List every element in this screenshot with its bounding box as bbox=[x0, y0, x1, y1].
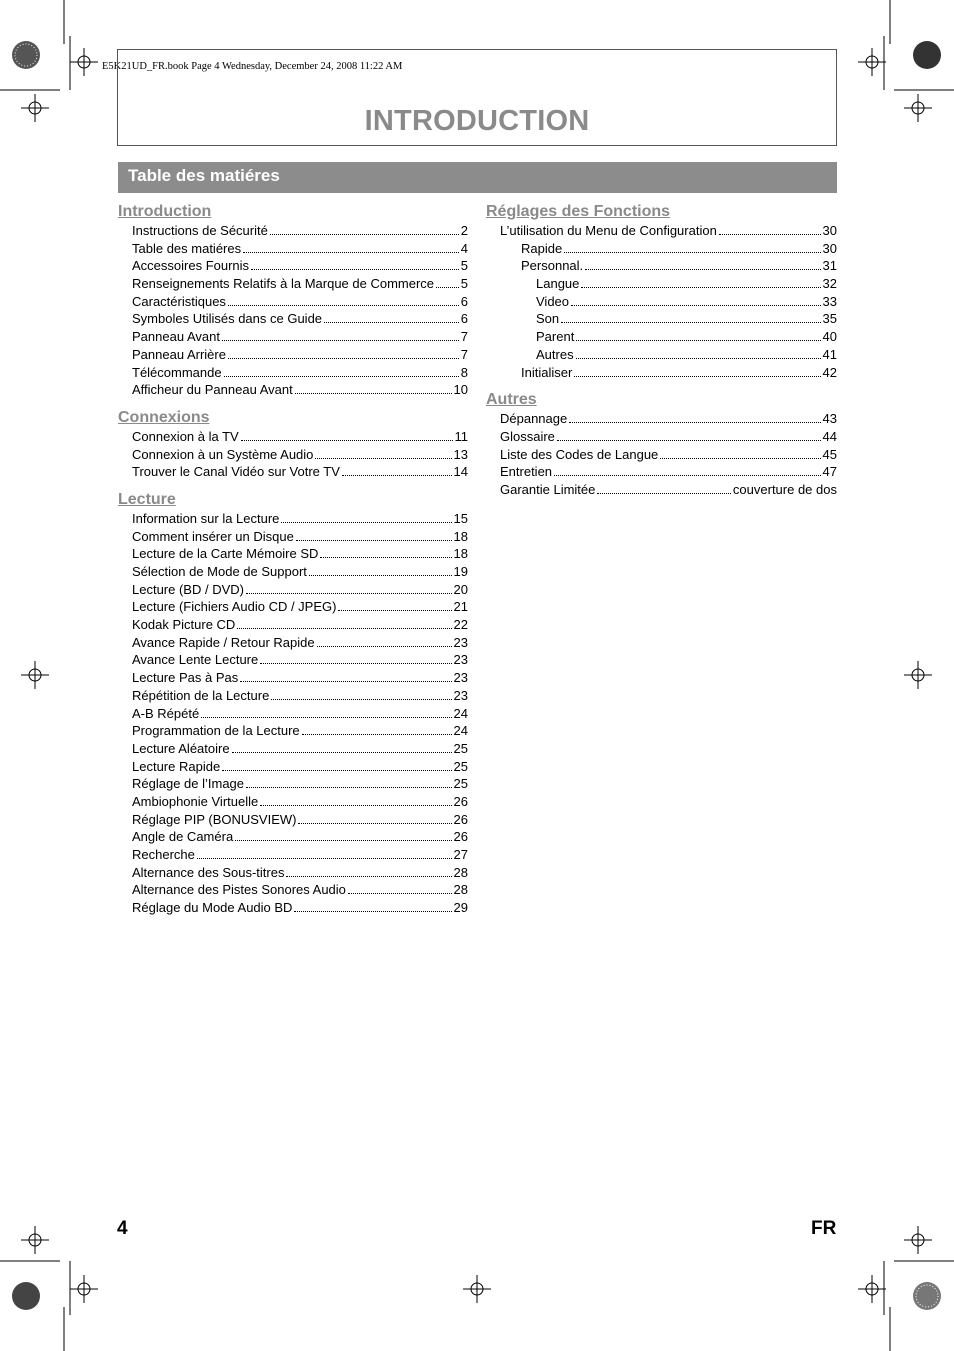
toc-entry[interactable]: L’utilisation du Menu de Configuration 30 bbox=[500, 223, 837, 238]
toc-entry[interactable]: Liste des Codes de Langue 45 bbox=[500, 446, 837, 462]
toc-entry[interactable]: Initialiser 42 bbox=[521, 364, 837, 380]
toc-entry[interactable]: Programmation de la Lecture 24 bbox=[132, 723, 468, 739]
toc-entry[interactable]: Video 33 bbox=[536, 293, 837, 309]
toc-group-introduction bbox=[118, 201, 468, 399]
toc-entry[interactable]: Afficheur du Panneau Avant 10 bbox=[132, 382, 468, 398]
toc-entry[interactable]: Réglage de l’Image 25 bbox=[132, 776, 468, 792]
toc-entry[interactable]: Angle de Caméra 26 bbox=[132, 829, 468, 845]
title-frame bbox=[117, 49, 837, 146]
section-title: Table des matiéres bbox=[128, 166, 280, 185]
toc-entry[interactable]: Ambiophonie Virtuelle 26 bbox=[132, 793, 468, 809]
toc-entry[interactable]: Langue 32 bbox=[536, 276, 837, 292]
toc-entry[interactable]: Rapide 30 bbox=[521, 240, 837, 256]
toc-group-heading[interactable]: Introduction bbox=[118, 203, 212, 220]
toc-entry[interactable]: Renseignements Relatifs à la Marque de Commerce 5 bbox=[132, 276, 468, 292]
toc-left-column bbox=[118, 201, 468, 925]
toc-entry[interactable]: Lecture de la Carte Mémoire SD 18 bbox=[132, 546, 468, 562]
toc-group-heading[interactable]: Autres bbox=[486, 391, 537, 409]
toc-entry[interactable]: Sélection de Mode de Support 19 bbox=[132, 564, 468, 579]
toc-group-lecture bbox=[118, 489, 468, 917]
toc-entry[interactable]: Lecture (BD / DVD) 20 bbox=[132, 581, 468, 597]
toc-entry[interactable]: Télécommande 8 bbox=[132, 364, 468, 380]
language-tag: FR bbox=[811, 1218, 837, 1239]
toc-entry[interactable]: Connexion à la TV 11 bbox=[132, 428, 468, 444]
toc-entry[interactable]: Répétition de la Lecture 23 bbox=[132, 687, 468, 703]
toc-entry[interactable]: Connexion à un Système Audio 13 bbox=[132, 446, 468, 462]
toc-entry[interactable]: Avance Rapide / Retour Rapide 23 bbox=[132, 634, 468, 650]
toc-entry[interactable]: Parent 40 bbox=[536, 329, 837, 345]
toc-group-heading[interactable]: Réglages des Fonctions bbox=[486, 203, 671, 220]
toc-entry[interactable]: Table des matiéres 4 bbox=[132, 240, 468, 256]
toc-entry[interactable]: Glossaire 44 bbox=[500, 428, 837, 444]
toc-entry[interactable]: Caractéristiques 6 bbox=[132, 293, 468, 309]
toc-entry[interactable]: Accessoires Fournis 5 bbox=[132, 258, 468, 274]
toc-entry[interactable]: Personnal. 31 bbox=[521, 258, 837, 274]
toc-entry[interactable]: Recherche 27 bbox=[132, 847, 468, 862]
toc-entry[interactable]: Réglage PIP (BONUSVIEW) 26 bbox=[132, 811, 468, 827]
toc-entry[interactable]: Lecture (Fichiers Audio CD / JPEG) 21 bbox=[132, 599, 468, 615]
toc-entry[interactable]: Autres 41 bbox=[536, 346, 837, 362]
toc-entry[interactable]: Panneau Arrière 7 bbox=[132, 346, 468, 362]
toc-entry[interactable]: Comment insérer un Disque 18 bbox=[132, 528, 468, 544]
toc-group-heading[interactable]: Connexions bbox=[118, 408, 210, 426]
toc-entry[interactable]: Son 35 bbox=[536, 311, 837, 327]
toc-entry[interactable]: Alternance des Pistes Sonores Audio 28 bbox=[132, 882, 468, 898]
toc-entry[interactable]: Lecture Rapide 25 bbox=[132, 758, 468, 774]
toc-entry[interactable]: Alternance des Sous-titres 28 bbox=[132, 864, 468, 880]
toc-group-autres bbox=[486, 389, 837, 498]
toc-entry[interactable]: Garantie Limitée couverture de dos bbox=[500, 481, 837, 497]
toc-right-column bbox=[486, 201, 837, 507]
toc-entry[interactable]: Lecture Pas à Pas 23 bbox=[132, 670, 468, 686]
toc-entry[interactable]: Réglage du Mode Audio BD 29 bbox=[132, 900, 468, 916]
section-header bbox=[118, 162, 837, 193]
toc-entry[interactable]: Dépannage 43 bbox=[500, 411, 837, 427]
toc-entry[interactable]: Symboles Utilisés dans ce Guide 6 bbox=[132, 311, 468, 327]
toc-entry[interactable]: Entretien 47 bbox=[500, 464, 837, 480]
page-title: INTRODUCTION bbox=[364, 105, 590, 137]
toc-entry[interactable]: Trouver le Canal Vidéo sur Votre TV 14 bbox=[132, 464, 468, 480]
toc-entry[interactable]: Instructions de Sécurité 2 bbox=[132, 223, 468, 238]
page-number: 4 bbox=[117, 1218, 128, 1239]
toc-entry[interactable]: Avance Lente Lecture 23 bbox=[132, 652, 468, 668]
toc-entry[interactable]: Kodak Picture CD 22 bbox=[132, 617, 468, 633]
toc-entry[interactable]: Lecture Aléatoire 25 bbox=[132, 740, 468, 756]
print-slug: E5K21UD_FR.book Page 4 Wednesday, December 24, 2008 11:22 AM bbox=[102, 61, 403, 72]
toc-group-connexions bbox=[118, 407, 468, 481]
toc-group-reglages bbox=[486, 201, 837, 381]
toc-entry[interactable]: A-B Répété 24 bbox=[132, 705, 468, 721]
toc-entry[interactable]: Information sur la Lecture 15 bbox=[132, 510, 468, 526]
toc-entry[interactable]: Panneau Avant 7 bbox=[132, 329, 468, 345]
toc-group-heading[interactable]: Lecture bbox=[118, 490, 176, 508]
